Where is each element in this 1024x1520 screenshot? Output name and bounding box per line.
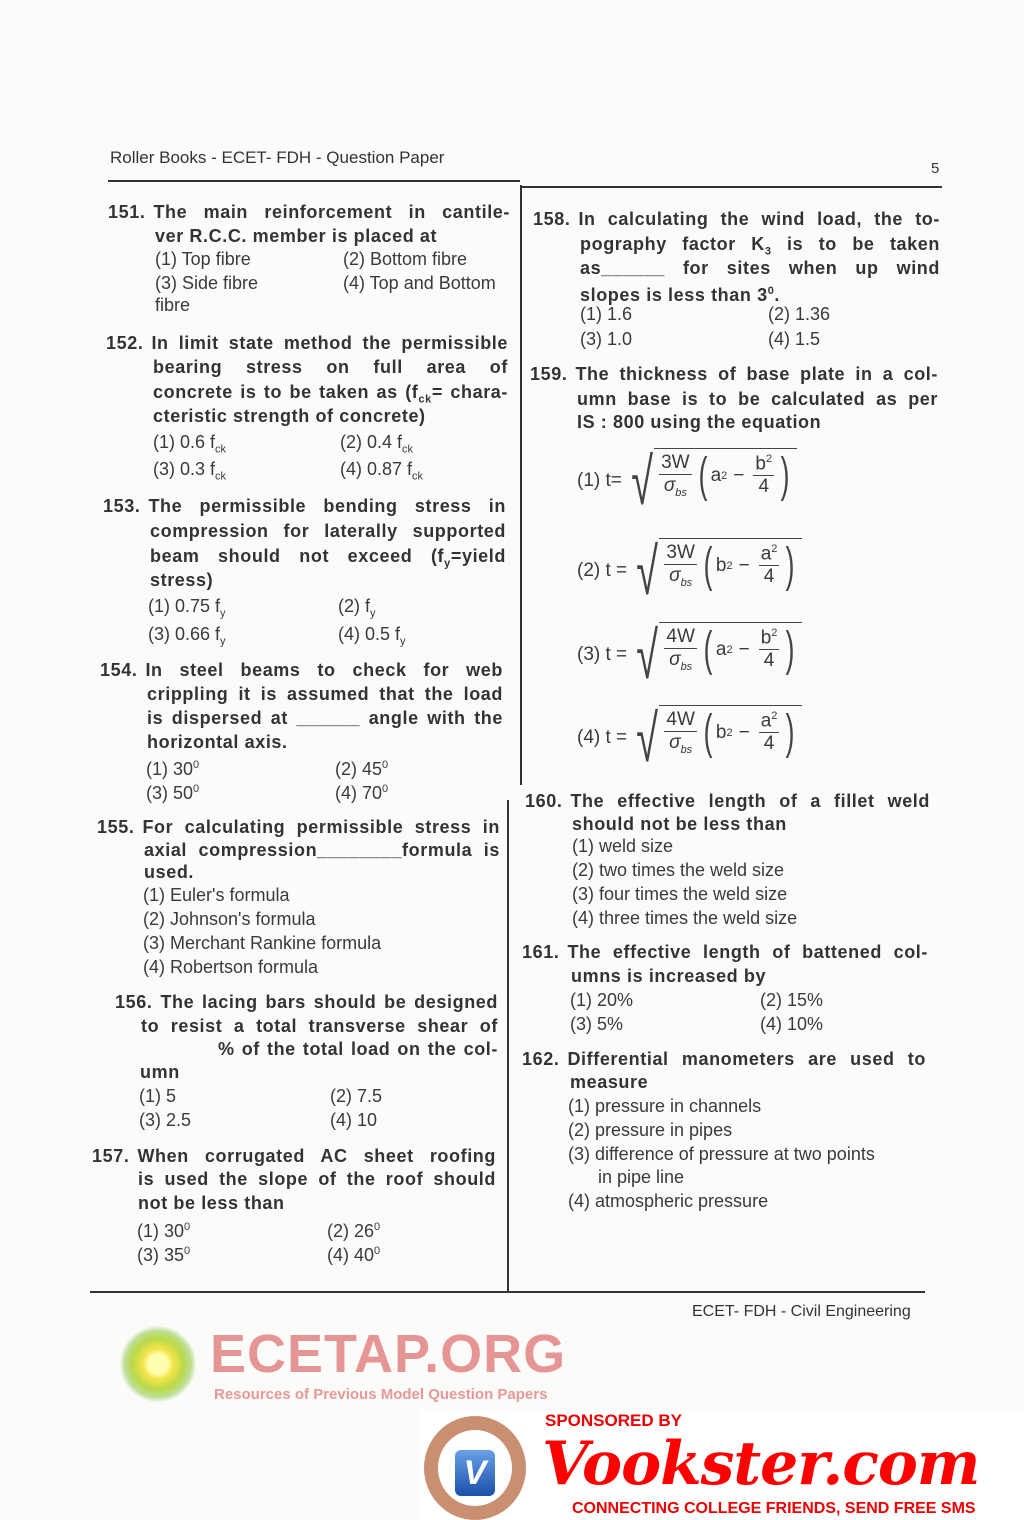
operator: − — [738, 554, 750, 576]
answer-option: (3) Merchant Rankine formula — [143, 933, 382, 953]
exponent: 2 — [726, 726, 733, 739]
numerator: 4W — [666, 626, 695, 648]
subscript: y — [400, 635, 406, 648]
equation-label: (3) t = — [577, 644, 628, 665]
sigma: σ — [669, 649, 681, 671]
text-segment: (4) 0.5 f — [338, 624, 401, 644]
text-segment: (1) 30 — [146, 759, 194, 779]
left-paren-icon: ( — [703, 538, 713, 592]
answer-option — [338, 623, 406, 653]
equation-label: (1) t= — [577, 470, 622, 491]
question-stem-first-line — [92, 1145, 496, 1167]
superscript: 0 — [184, 1245, 191, 1257]
watermark-title: ECETAP.ORG — [210, 1324, 567, 1384]
numerator: 3W — [666, 542, 695, 564]
question-stem-line: axial compression________formula is — [144, 840, 500, 860]
stem-text: The thickness of base plate in a col- — [575, 364, 938, 384]
question-number: 158. — [533, 209, 571, 229]
sponsor-tagline: CONNECTING COLLEGE FRIENDS, SEND FREE SMS — [572, 1500, 976, 1517]
numerator — [753, 453, 774, 476]
term: a — [715, 638, 727, 660]
text-segment: =yield — [450, 546, 506, 566]
answer-option: (3) 1.0 — [580, 329, 633, 349]
equation-label: (4) t = — [577, 727, 628, 748]
denominator: 4 — [758, 476, 770, 498]
stem-text: The lacing bars should be designed — [160, 992, 498, 1012]
answer-option: (3) difference of pressure at two points — [568, 1144, 875, 1164]
answer-option: (1) weld size — [572, 836, 674, 856]
superscript: 0 — [184, 1221, 191, 1233]
fraction — [759, 543, 780, 588]
answer-option: (1) 5 — [139, 1086, 177, 1106]
text-segment: (2) 0.4 f — [340, 432, 403, 452]
fraction — [664, 626, 697, 673]
question-number: 151. — [108, 202, 146, 222]
answer-option: (3) Side fibre — [155, 273, 259, 293]
question-stem-first-line — [533, 208, 940, 230]
running-footer: ECET- FDH - Civil Engineering — [692, 1303, 911, 1320]
question-number: 162. — [522, 1049, 560, 1069]
stem-text: In steel beams to check for web — [145, 660, 503, 680]
exponent: 2 — [721, 469, 728, 482]
numerator — [759, 627, 780, 650]
answer-option — [146, 778, 199, 804]
question-number: 156. — [115, 992, 153, 1012]
fraction — [659, 452, 692, 499]
superscript: 0 — [193, 783, 200, 795]
subscript: ck — [402, 443, 414, 456]
superscript: 0 — [193, 759, 200, 771]
header-rule-left — [108, 180, 520, 182]
answer-option: (2) 15% — [760, 990, 824, 1010]
fraction — [759, 710, 780, 755]
sigma-subscript: bs — [675, 486, 687, 499]
subscript: 3 — [764, 245, 772, 258]
text-segment: concrete is to be taken as (f — [153, 382, 419, 402]
denominator — [669, 732, 692, 756]
text-segment: (2) 26 — [327, 1221, 375, 1241]
question-stem-first-line — [522, 1048, 926, 1070]
question-stem-first-line — [106, 332, 508, 354]
term: b — [755, 453, 766, 475]
question-stem-first-line — [100, 659, 503, 681]
denominator — [664, 475, 687, 499]
radical-sign-icon: √ — [631, 444, 653, 518]
sponsor-brand: Vookster.com — [542, 1429, 980, 1499]
question-stem-line: umns is increased by — [571, 966, 767, 986]
superscript: 0 — [374, 1245, 381, 1257]
answer-option: (3) 5% — [570, 1014, 624, 1034]
subscript: y — [370, 607, 376, 620]
denominator — [669, 565, 692, 589]
radicand — [654, 448, 797, 501]
denominator: 4 — [763, 733, 775, 755]
subscript: ck — [418, 393, 432, 406]
question-stem-line: crippling it is assumed that the load — [147, 684, 503, 704]
text-segment: pography factor K — [580, 234, 765, 254]
sponsored-by-label: SPONSORED BY — [545, 1411, 682, 1430]
answer-option — [335, 778, 388, 804]
question-stem-line: cteristic strength of concrete) — [153, 406, 426, 426]
operator: − — [733, 464, 745, 486]
term: b — [715, 721, 727, 743]
subscript: y — [444, 557, 451, 570]
question-number: 160. — [525, 791, 563, 811]
answer-option: (4) 10% — [760, 1014, 824, 1034]
subscript: ck — [215, 443, 227, 456]
watermark-sun-logo — [120, 1326, 196, 1402]
exponent: 2 — [771, 626, 778, 639]
term: a — [710, 464, 722, 486]
radicand — [659, 705, 802, 758]
numerator: 3W — [661, 452, 690, 474]
question-stem-line: bearing stress on full area of — [153, 357, 508, 377]
text-segment: (1) 0.75 f — [148, 596, 221, 616]
answer-option — [335, 754, 388, 780]
stem-text: In calculating the wind load, the to- — [578, 209, 940, 229]
term: a — [760, 710, 772, 732]
radicand — [659, 538, 802, 591]
answer-option: (4) 10 — [330, 1110, 378, 1130]
operator: − — [738, 721, 750, 743]
answer-option: (4) 1.5 — [768, 329, 821, 349]
numerator — [759, 543, 780, 566]
question-stem-line: should not be less than — [572, 814, 787, 834]
text-segment: = chara- — [431, 382, 509, 402]
question-stem-first-line — [522, 941, 928, 963]
column-divider-bottom — [507, 800, 509, 1292]
footer-rule — [90, 1291, 925, 1293]
text-segment: (3) 0.3 f — [153, 459, 216, 479]
denominator: 4 — [763, 566, 775, 588]
answer-option — [137, 1216, 190, 1242]
fraction — [664, 542, 697, 589]
stem-text: Differential manometers are used to — [567, 1049, 926, 1069]
subscript: ck — [412, 470, 424, 483]
text-segment: (1) 0.6 f — [153, 432, 216, 452]
question-number: 153. — [103, 496, 141, 516]
equation-label: (2) t = — [577, 560, 628, 581]
question-stem-line: stress) — [150, 570, 214, 590]
exponent: 2 — [765, 452, 773, 465]
answer-option — [137, 1240, 190, 1266]
question-stem-line: not be less than — [138, 1193, 285, 1213]
page-number: 5 — [931, 160, 940, 177]
question-number: 155. — [97, 817, 135, 837]
text-segment: (4) 70 — [335, 783, 383, 803]
stem-text: The effective length of a fillet weld — [570, 791, 930, 811]
answer-option: (2) 1.36 — [768, 304, 831, 324]
answer-option: (4) atmospheric pressure — [568, 1191, 769, 1211]
right-paren-icon: ) — [785, 705, 795, 759]
question-stem-first-line — [103, 495, 506, 517]
text-segment: (3) 50 — [146, 783, 194, 803]
answer-option: (1) Euler's formula — [143, 885, 290, 905]
question-stem-first-line — [97, 816, 500, 838]
answer-option: (1) Top fibre — [155, 249, 251, 269]
fraction — [759, 627, 780, 672]
fraction — [664, 709, 697, 756]
answer-option — [340, 431, 413, 461]
answer-option: (3) four times the weld size — [572, 884, 788, 904]
radical-sign-icon: √ — [636, 534, 659, 608]
answer-option: (1) 1.6 — [580, 304, 633, 324]
answer-option: (1) pressure in channels — [568, 1096, 762, 1116]
equation-option — [577, 701, 802, 775]
fraction — [753, 453, 774, 498]
sigma: σ — [663, 475, 676, 497]
question-stem-first-line — [530, 363, 938, 385]
radicand — [659, 622, 802, 675]
question-stem-line: IS : 800 using the equation — [577, 412, 822, 432]
stem-text: The permissible bending stress in — [148, 496, 506, 516]
answer-option — [148, 595, 226, 625]
question-stem-line: is dispersed at ______ angle with the — [147, 708, 503, 728]
left-paren-icon: ( — [698, 448, 707, 502]
question-stem-line: as______ for sites when up wind — [580, 258, 940, 278]
radical-sign-icon: √ — [636, 701, 659, 775]
right-paren-icon: ) — [780, 448, 790, 502]
header-rule-right — [522, 186, 942, 188]
answer-option: (4) Robertson formula — [143, 957, 319, 977]
question-stem-line: % of the total load on the col- — [218, 1039, 498, 1059]
equation-option — [577, 444, 797, 518]
question-stem-line: umn base is to be calculated as per — [577, 389, 938, 409]
answer-option — [153, 458, 226, 488]
question-number: 161. — [522, 942, 560, 962]
answer-option: (2) Johnson's formula — [143, 909, 316, 929]
answer-option: fibre — [155, 295, 191, 315]
text-segment: . — [774, 285, 781, 305]
question-stem-line: used. — [144, 862, 195, 882]
answer-option: (2) Bottom fibre — [343, 249, 468, 269]
left-paren-icon: ( — [703, 705, 713, 759]
stem-text: For calculating permissible stress in — [142, 817, 500, 837]
question-stem-first-line — [115, 991, 498, 1013]
answer-option: (2) two times the weld size — [572, 860, 785, 880]
logo-letter: V — [463, 1454, 487, 1492]
term: b — [760, 627, 772, 649]
question-stem-first-line — [525, 790, 930, 812]
stem-text: In limit state method the permissible — [151, 333, 508, 353]
answer-option: (2) 7.5 — [330, 1086, 383, 1106]
text-segment: (4) 40 — [327, 1245, 375, 1265]
numerator — [759, 710, 780, 733]
question-number: 159. — [530, 364, 568, 384]
radical-sign-icon: √ — [636, 618, 659, 692]
subscript: y — [220, 635, 226, 648]
column-divider-top — [520, 185, 522, 785]
exponent: 2 — [771, 709, 778, 722]
answer-option — [327, 1240, 380, 1266]
sigma: σ — [669, 565, 681, 587]
stem-text: The main reinforcement in cantile- — [153, 202, 510, 222]
running-header: Roller Books - ECET- FDH - Question Paper — [110, 148, 445, 167]
question-number: 154. — [100, 660, 138, 680]
denominator — [669, 649, 692, 673]
vookster-logo-icon — [455, 1450, 495, 1496]
right-paren-icon: ) — [785, 538, 795, 592]
answer-option — [340, 458, 423, 488]
question-stem-line: umn — [140, 1062, 180, 1082]
question-stem-line: ver R.C.C. member is placed at — [155, 226, 438, 246]
answer-option — [148, 623, 226, 653]
question-stem-line: compression for laterally supported — [150, 521, 506, 541]
term: b — [715, 554, 727, 576]
text-segment: (3) 0.66 f — [148, 624, 221, 644]
watermark-subtitle: Resources of Previous Model Question Papers — [214, 1386, 548, 1403]
sigma: σ — [669, 732, 681, 754]
answer-option — [338, 595, 376, 625]
question-stem-line: measure — [570, 1072, 649, 1092]
question-stem-line: is used the slope of the roof should — [138, 1169, 496, 1189]
text-segment: (2) 45 — [335, 759, 383, 779]
equation-option — [577, 534, 802, 608]
superscript: 0 — [382, 783, 389, 795]
term: a — [760, 543, 772, 565]
exponent: 2 — [771, 542, 778, 555]
numerator: 4W — [666, 709, 695, 731]
right-paren-icon: ) — [785, 622, 795, 676]
equation-option — [577, 618, 802, 692]
question-stem-line: to resist a total transverse shear of — [141, 1016, 498, 1036]
operator: − — [738, 638, 750, 660]
text-segment: (2) f — [338, 596, 371, 616]
question-stem-line: horizontal axis. — [147, 732, 288, 752]
answer-option: (1) 20% — [570, 990, 634, 1010]
sponsor-banner[interactable] — [420, 1410, 1024, 1520]
denominator: 4 — [763, 650, 775, 672]
sigma-subscript: bs — [680, 576, 693, 589]
question-number: 152. — [106, 333, 144, 353]
question-stem-first-line — [108, 201, 510, 223]
answer-option — [153, 431, 226, 461]
text-segment: is to be taken — [771, 234, 940, 254]
text-segment: (3) 35 — [137, 1245, 185, 1265]
answer-option: in pipe line — [598, 1167, 685, 1187]
exponent: 2 — [726, 559, 733, 572]
exponent: 2 — [726, 643, 733, 656]
answer-option — [146, 754, 199, 780]
sigma-subscript: bs — [680, 743, 693, 756]
answer-option: (4) Top and Bottom — [343, 273, 496, 293]
superscript: 0 — [382, 759, 389, 771]
question-number: 157. — [92, 1146, 130, 1166]
answer-option: (2) pressure in pipes — [568, 1120, 733, 1140]
subscript: y — [220, 607, 226, 620]
stem-text: When corrugated AC sheet roofing — [137, 1146, 496, 1166]
sigma-subscript: bs — [680, 660, 693, 673]
text-segment: (1) 30 — [137, 1221, 185, 1241]
superscript: 0 — [767, 285, 775, 297]
text-segment: (4) 0.87 f — [340, 459, 413, 479]
answer-option: (4) three times the weld size — [572, 908, 798, 928]
subscript: ck — [215, 470, 227, 483]
left-paren-icon: ( — [703, 622, 713, 676]
superscript: 0 — [374, 1221, 381, 1233]
stem-text: The effective length of battened col- — [567, 942, 928, 962]
text-segment: beam should not exceed (f — [150, 546, 445, 566]
answer-option: (3) 2.5 — [139, 1110, 192, 1130]
text-segment: slopes is less than 3 — [580, 285, 768, 305]
answer-option — [327, 1216, 380, 1242]
